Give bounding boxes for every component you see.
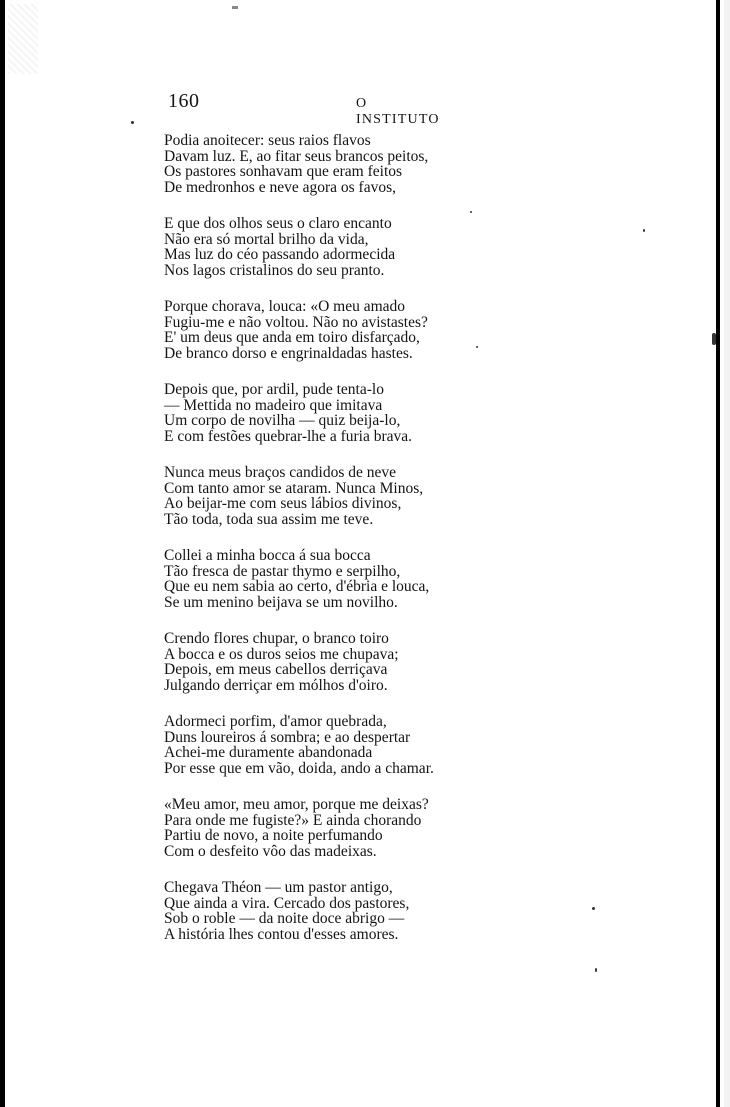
stanza xyxy=(164,216,484,299)
verse-line: Nos lagos cristalinos do seu pranto. xyxy=(164,262,385,280)
page-header xyxy=(168,90,448,127)
stanza xyxy=(164,465,484,548)
verse-line: — Mettida no madeiro que imitava xyxy=(164,396,383,414)
stanza xyxy=(164,631,484,714)
verse-line: Ao beijar-me com seus lábios divinos, xyxy=(164,495,402,513)
verse-line: Se um menino beijava se um novilho. xyxy=(164,594,398,612)
verse-line: Depois que, por ardil, pude tenta-lo xyxy=(164,381,384,398)
verse-line: Depois, em meus cabellos derriçava xyxy=(164,661,388,679)
scan-speck xyxy=(131,121,134,124)
verse-line: De branco dorso e engrinaldadas hastes. xyxy=(164,345,413,363)
verse-line: Sob o roble — da noite doce abrigo — xyxy=(164,910,405,928)
stanza xyxy=(164,382,484,465)
verse-line: Adormeci porfim, d'amor quebrada, xyxy=(164,713,387,730)
verse-line: Nunca meus braços candidos de neve xyxy=(164,464,396,481)
scan-border-left xyxy=(0,0,5,1107)
scan-speck xyxy=(712,333,716,345)
stanza xyxy=(164,548,484,631)
verse-line: E com festões quebrar-lhe a furia brava. xyxy=(164,428,412,446)
scan-speck xyxy=(476,346,478,348)
verse-line: Que ainda a vira. Cercado dos pastores, xyxy=(164,894,410,912)
scan-edge-right xyxy=(724,0,730,1107)
verse-line: A bocca e os duros seios me chupava; xyxy=(164,645,399,663)
scan-noise xyxy=(8,4,38,74)
stanza xyxy=(164,797,484,880)
verse-line: E' um deus que anda em toiro disfarçado, xyxy=(164,329,420,347)
verse-line: Julgando derriçar em mólhos d'oiro. xyxy=(164,677,388,695)
scan-border-right xyxy=(716,0,720,1107)
verse-line: Para onde me fugiste?» E ainda chorando xyxy=(164,811,422,829)
verse-line: Mas luz do céo passando adormecida xyxy=(164,246,396,264)
running-title: O INSTITUTO xyxy=(356,96,440,127)
verse-line: Com tanto amor se ataram. Nunca Minos, xyxy=(164,479,424,497)
verse-line: De medronhos e neve agora os favos, xyxy=(164,179,396,197)
verse-line: Com o desfeito vôo das madeixas. xyxy=(164,843,377,861)
verse-line: Porque chorava, louca: «O meu amado xyxy=(164,298,406,315)
verse-line: Os pastores sonhavam que eram feitos xyxy=(164,163,403,181)
scan-mark xyxy=(232,6,238,9)
verse-line: Tão fresca de pastar thymo e serpilho, xyxy=(164,562,401,580)
page-number: 160 xyxy=(168,90,200,112)
verse-line: Fugiu-me e não voltou. Não no avistastes? xyxy=(164,313,428,331)
scan-speck xyxy=(470,211,472,213)
verse-line: Um corpo de novilha — quiz beija-lo, xyxy=(164,412,401,430)
verse-line: «Meu amor, meu amor, porque me deixas? xyxy=(164,796,429,813)
verse-line: Achei-me duramente abandonada xyxy=(164,744,373,762)
scan-speck xyxy=(595,968,597,972)
scan-speck xyxy=(643,229,645,232)
stanza xyxy=(164,133,484,216)
scan-speck xyxy=(592,907,595,910)
stanza xyxy=(164,299,484,382)
stanza xyxy=(164,880,484,963)
verse-line: Crendo flores chupar, o branco toiro xyxy=(164,630,389,647)
verse-line: Partiu de novo, a noite perfumando xyxy=(164,827,383,845)
poem xyxy=(164,133,484,963)
verse-line: E que dos olhos seus o claro encanto xyxy=(164,215,392,232)
verse-line: Não era só mortal brilho da vida, xyxy=(164,230,369,248)
verse-line: A história lhes contou d'esses amores. xyxy=(164,926,399,944)
verse-line: Collei a minha bocca á sua bocca xyxy=(164,547,371,564)
stanza xyxy=(164,714,484,797)
verse-line: Que eu nem sabia ao certo, d'ébria e louca, xyxy=(164,578,430,596)
verse-line: Davam luz. E, ao fitar seus brancos peitos, xyxy=(164,147,429,165)
verse-line: Por esse que em vão, doida, ando a chamar. xyxy=(164,760,434,778)
verse-line: Chegava Théon — um pastor antigo, xyxy=(164,879,393,896)
verse-line: Duns loureiros á sombra; e ao despertar xyxy=(164,728,411,746)
verse-line: Podia anoitecer: seus raios flavos xyxy=(164,132,371,149)
verse-line: Tão toda, toda sua assim me teve. xyxy=(164,511,374,529)
